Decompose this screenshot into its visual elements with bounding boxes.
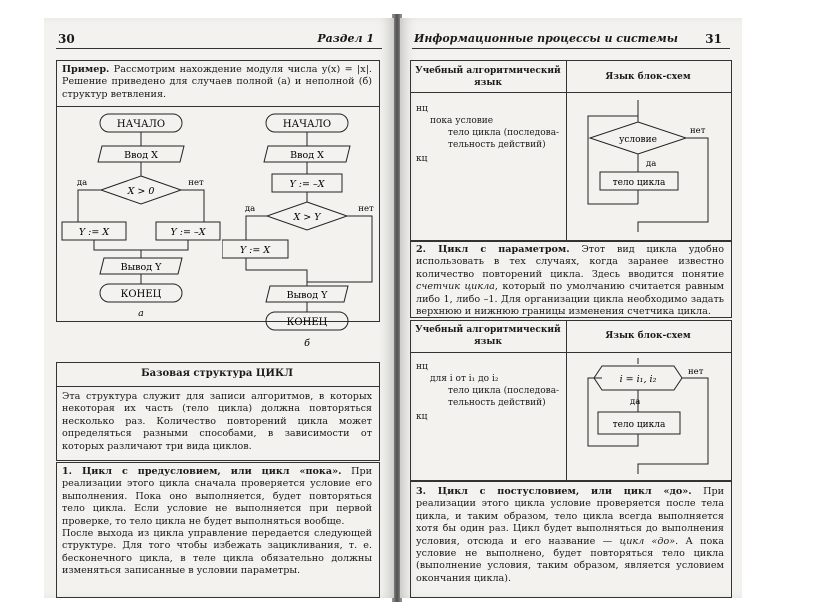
table-header-col2: Язык блок-схем <box>605 331 691 341</box>
svg-text:КОНЕЦ: КОНЕЦ <box>286 317 328 328</box>
svg-text:Y := –X: Y := –X <box>289 179 325 190</box>
svg-text:тело цикла: тело цикла <box>612 420 666 430</box>
table-header-col2: Язык блок-схем <box>605 72 691 82</box>
table-header-divider <box>410 92 731 93</box>
table-header-divider <box>410 352 731 353</box>
cycle-title-divider <box>56 386 379 387</box>
svg-text:да: да <box>244 204 256 214</box>
svg-text:КОНЕЦ: КОНЕЦ <box>120 289 162 300</box>
svg-text:нет: нет <box>188 178 204 188</box>
svg-text:НАЧАЛО: НАЧАЛО <box>116 119 166 130</box>
svg-text:тело цикла: тело цикла <box>612 178 666 188</box>
header-rule <box>56 48 382 49</box>
code-line: тело цикла (последова- <box>448 128 560 138</box>
postcondition-text: 3. Цикл с постусловием, или цикл «до». При реализации этого цикла условие проверяется после тела цикла, и таким образом, тело цикла всегда выполняется хотя бы один раз. Цикл будет выполняться до выполнения условия, отсюда и его название — цикл «до». А пока условие не выполнено, будет повторяться тело цикла (выполнение условия, таким образом, является условием окончания цикла). <box>416 486 724 584</box>
code-line: тельность действий) <box>448 398 546 408</box>
svg-text:Вывод Y: Вывод Y <box>120 262 162 273</box>
table-header-col1: Учебный алгоритмический язык <box>415 325 561 347</box>
table-header-col1: Учебный алгоритмический язык <box>415 66 561 88</box>
svg-text:условие: условие <box>619 135 657 145</box>
page-number: 31 <box>705 32 722 46</box>
code-line: для i от i₁ до i₂ <box>430 374 499 384</box>
code-line: тельность действий) <box>448 140 546 150</box>
svg-text:б: б <box>304 338 310 349</box>
flowchart-a <box>56 106 226 320</box>
svg-text:НАЧАЛО: НАЧАЛО <box>282 119 332 130</box>
precondition-text-2: После выхода из цикла управление передается следующей структуре. Для того чтобы избежать зацикливания, т. е. бесконечного цикла, в теле цикла обязательно должны изменяться записанные в условии параметры. <box>62 528 372 577</box>
code-line: тело цикла (последова- <box>448 386 560 396</box>
example-text: Пример. Рассмотрим нахождение модуля числа y(x) = |x|. Решение приведено для случаев полной (а) и неполной (б) структур ветвления. <box>62 64 372 100</box>
svg-text:нет: нет <box>358 204 374 214</box>
svg-text:да: да <box>646 159 657 169</box>
svg-text:X > Y: X > Y <box>293 212 321 223</box>
code-line: нц <box>416 104 428 114</box>
svg-text:Вывод Y: Вывод Y <box>286 290 328 301</box>
header-rule <box>412 48 730 49</box>
left-page <box>44 18 394 598</box>
cycle-structure-text: Эта структура служит для записи алгоритмов, в которых некоторая их часть (тело цикла) должна повторяться несколько раз. Количество повторений цикла может определяться разными способами, в зависимости от которых различают три вида циклов. <box>62 391 372 452</box>
cycle-structure-title: Базовая структура ЦИКЛ <box>141 368 293 379</box>
precondition-text: 1. Цикл с предусловием, или цикл «пока». При реализации этого цикла сначала проверяется условие его выполнения. Пока оно выполняется, будет повторяться тело цикла. Если условие не выполняется при первой проверке, то тело цикла не будет выполняться вообще. <box>62 466 372 527</box>
svg-text:Y := –X: Y := –X <box>170 227 206 238</box>
svg-text:да: да <box>76 178 88 188</box>
code-line: кц <box>416 412 428 422</box>
svg-text:а: а <box>138 308 144 319</box>
right-page <box>400 18 742 598</box>
code-line: нц <box>416 362 428 372</box>
table-column-divider <box>566 60 567 240</box>
svg-text:нет: нет <box>690 126 706 136</box>
svg-text:да: да <box>630 397 641 407</box>
svg-text:Y := X: Y := X <box>78 227 110 238</box>
svg-text:Ввод X: Ввод X <box>290 150 324 161</box>
svg-text:Y := X: Y := X <box>239 245 271 256</box>
table-column-divider <box>566 320 567 480</box>
while-loop-flowchart <box>568 94 728 238</box>
code-line: кц <box>416 154 428 164</box>
running-head: Информационные процессы и системы <box>414 32 678 45</box>
for-loop-flowchart <box>568 354 728 478</box>
flowchart-b <box>222 106 382 364</box>
svg-text:нет: нет <box>688 367 704 377</box>
page-number: 30 <box>58 32 75 46</box>
svg-text:Ввод X: Ввод X <box>124 150 158 161</box>
svg-text:i = i₁, i₂: i = i₁, i₂ <box>619 374 657 385</box>
svg-text:X > 0: X > 0 <box>127 186 155 197</box>
code-line: пока условие <box>430 116 494 126</box>
running-head: Раздел 1 <box>317 32 374 45</box>
parameter-loop-text: 2. Цикл с параметром. Этот вид цикла удобно использовать в тех случаях, когда заранее известно количество повторений цикла. Здесь вводится понятие счетчик цикла, который по умолчанию считается равным либо 1, либо –1. Для организации цикла необходимо задать верхнюю и нижнюю границы изменения счетчика цикла. <box>416 244 724 318</box>
